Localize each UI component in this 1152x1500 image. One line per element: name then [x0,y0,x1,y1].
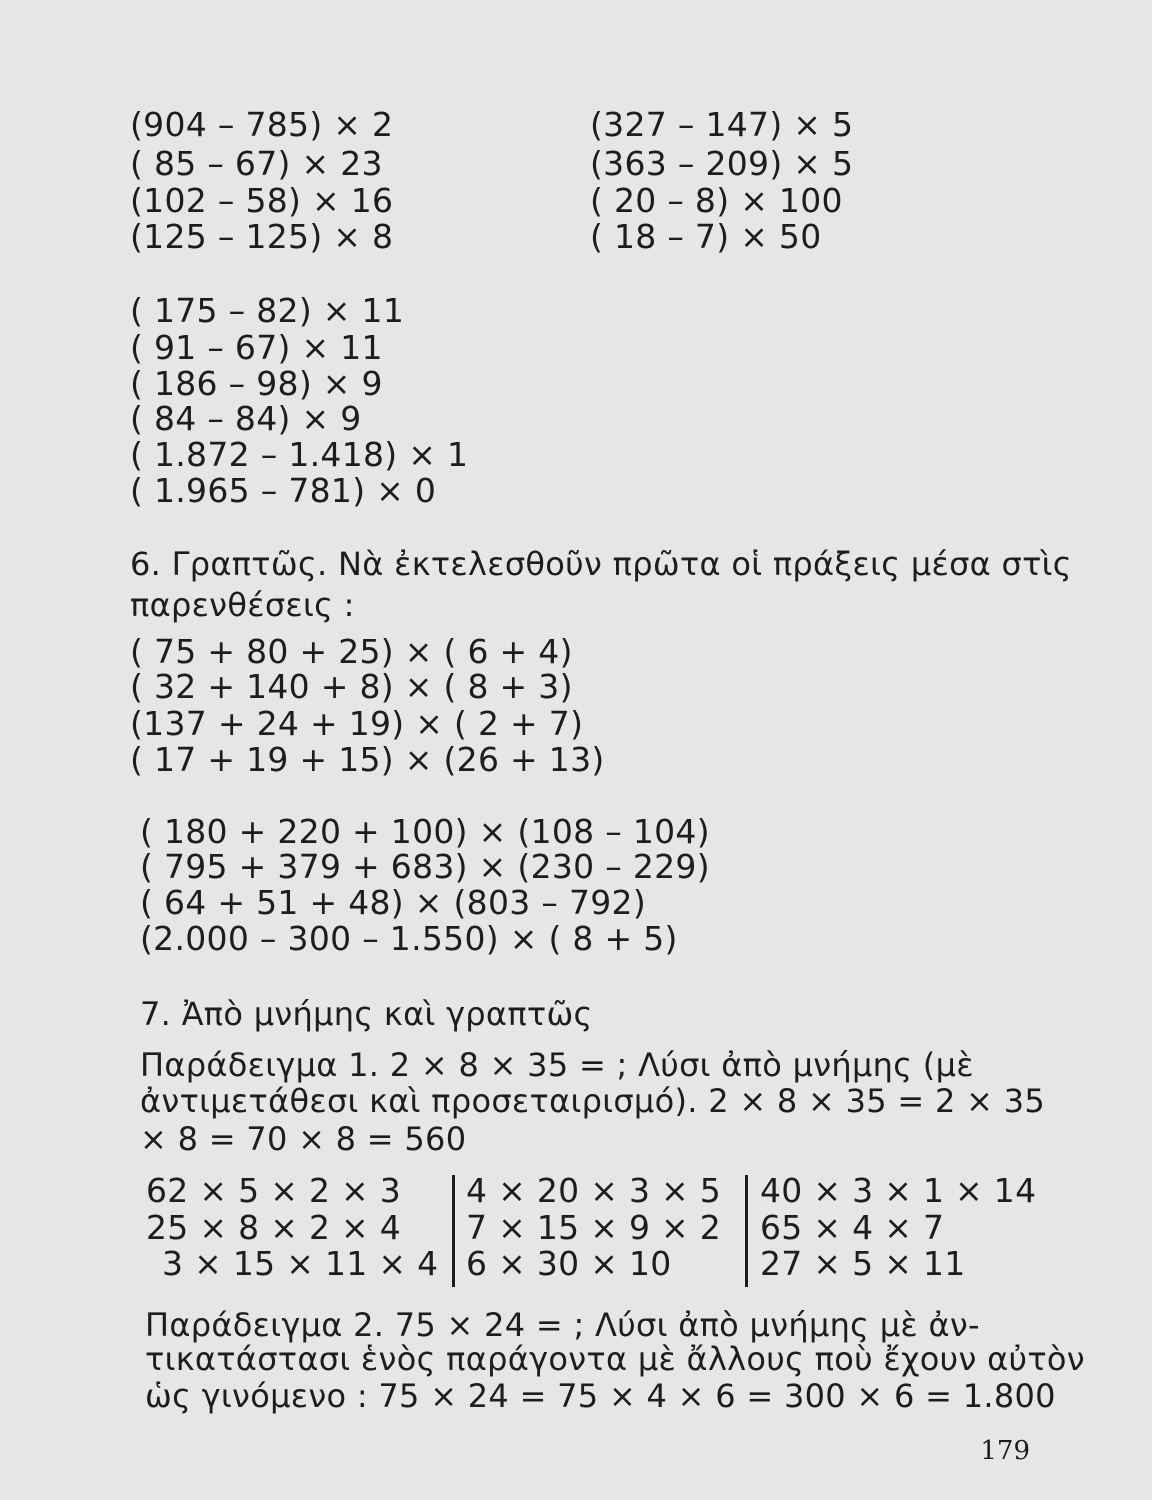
expression-line: (363 – 209) × 5 [590,144,854,183]
exercise-6-heading: 6. Γραπτῶς. Νὰ ἐκτελεσθοῦν πρῶτα οἱ πράξεις μέσα στὶς [130,545,1072,583]
table-cell: 65 × 4 × 7 [760,1208,945,1247]
table-cell: 4 × 20 × 3 × 5 [466,1171,722,1210]
table-cell: 6 × 30 × 10 [466,1244,672,1283]
expression-line: ( 175 – 82) × 11 [130,291,405,330]
table-divider [452,1175,455,1287]
expression-line: (125 – 125) × 8 [130,217,394,256]
expression-line: ( 795 + 379 + 683) × (230 – 229) [140,847,710,886]
expression-line: ( 1.965 – 781) × 0 [130,471,437,510]
expression-line: ( 17 + 19 + 15) × (26 + 13) [130,740,605,779]
table-cell: 27 × 5 × 11 [760,1244,966,1283]
expression-line: ( 186 – 98) × 9 [130,364,383,403]
example-2-line: τικατάστασι ἑνὸς παράγοντα μὲ ἄλλους ποὺ ἔχουν αὐτὸν [145,1340,1085,1378]
example-1-line: × 8 = 70 × 8 = 560 [140,1120,467,1158]
expression-line: (137 + 24 + 19) × ( 2 + 7) [130,704,584,743]
expression-line: (327 – 147) × 5 [590,105,854,144]
expression-line: ( 20 – 8) × 100 [590,181,843,220]
expression-line: (102 – 58) × 16 [130,181,394,220]
table-cell: 7 × 15 × 9 × 2 [466,1208,722,1247]
page-number: 179 [980,1436,1030,1466]
table-cell: 3 × 15 × 11 × 4 [162,1244,439,1283]
example-1-line: Παράδειγμα 1. 2 × 8 × 35 = ; Λύσι ἀπὸ μνήμης (μὲ [140,1046,974,1084]
example-1-line: ἀντιμετάθεσι καὶ προσεταιρισμό). 2 × 8 × 35 = 2 × 35 [140,1082,1046,1120]
expression-line: ( 1.872 – 1.418) × 1 [130,435,469,474]
expression-line: ( 180 + 220 + 100) × (108 – 104) [140,812,710,851]
expression-line: ( 85 – 67) × 23 [130,144,383,183]
expression-line: ( 32 + 140 + 8) × ( 8 + 3) [130,667,573,706]
exercise-6-heading-cont: παρενθέσεις : [130,586,355,624]
table-divider [745,1175,748,1287]
expression-line: (2.000 – 300 – 1.550) × ( 8 + 5) [140,919,678,958]
example-2-line: ὡς γινόμενο : 75 × 24 = 75 × 4 × 6 = 300 × 6 = 1.800 [145,1377,1056,1415]
expression-line: ( 91 – 67) × 11 [130,328,383,367]
expression-line: ( 75 + 80 + 25) × ( 6 + 4) [130,632,573,671]
table-cell: 62 × 5 × 2 × 3 [146,1171,402,1210]
table-cell: 25 × 8 × 2 × 4 [146,1208,402,1247]
exercise-7-heading: 7. Ἀπὸ μνήμης καὶ γραπτῶς [140,995,593,1033]
expression-line: ( 64 + 51 + 48) × (803 – 792) [140,883,647,922]
example-2-line: Παράδειγμα 2. 75 × 24 = ; Λύσι ἀπὸ μνήμης μὲ ἀν- [145,1306,980,1344]
table-cell: 40 × 3 × 1 × 14 [760,1171,1037,1210]
expression-line: (904 – 785) × 2 [130,105,394,144]
expression-line: ( 84 – 84) × 9 [130,399,362,438]
expression-line: ( 18 – 7) × 50 [590,217,822,256]
